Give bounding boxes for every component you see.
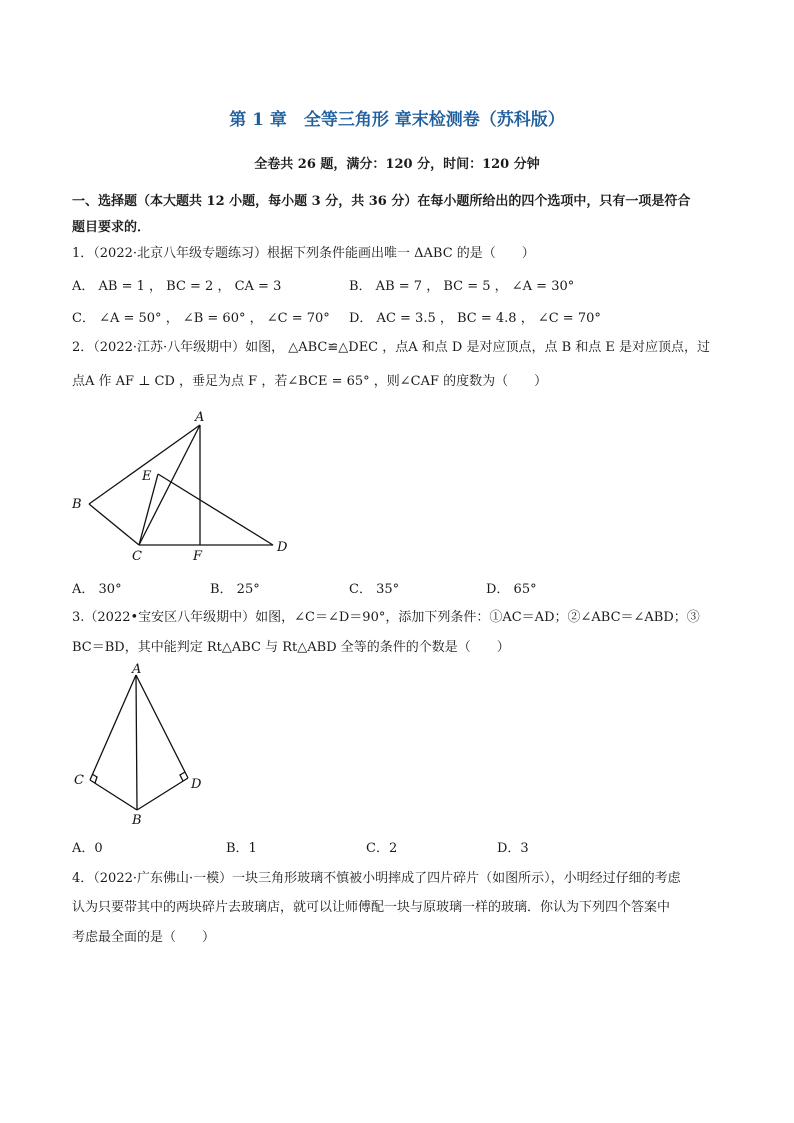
q3-label-a: A [132,662,142,677]
q2-segment-ca [139,425,200,545]
q2-segment-bc [89,504,139,545]
q1-option-c: C． ∠A = 50° ， ∠B = 60° ， ∠C = 70° [72,311,330,326]
q3-segment-cb [90,780,137,810]
q2-segment-ed [158,474,273,545]
section-heading-line2: 题目要求的． [72,220,151,235]
section-heading-line1: 一、选择题（本大题共 12 小题，每小题 3 分，共 36 分）在每小题所给出的四个选项中，只有一项是符合 [72,194,691,209]
q3-label-b: B [132,813,142,828]
q2-label-e: E [142,469,152,484]
exam-info: 全卷共 26 题，满分：120 分，时间：120 分钟 [254,157,540,172]
q4-stem-line2: 认为只要带其中的两块碎片去玻璃店，就可以让师傅配一块与原玻璃一样的玻璃．你认为下列四个答案中 [72,900,671,915]
q3-label-c: C [74,773,84,788]
q2-label-d: D [277,540,288,555]
q3-figure [60,660,220,830]
q2-label-c: C [132,549,142,564]
q2-option-d: D． 65° [486,582,537,597]
q2-option-b: B． 25° [210,582,260,597]
q3-option-d: D．3 [497,841,529,856]
q1-stem: 1．（2022·北京八年级专题练习）根据下列条件能画出唯一 ΔABC 的是（ ） [72,246,535,261]
q3-option-c: C．2 [366,841,398,856]
q2-label-a: A [195,410,205,425]
q2-stem-line1: 2．（2022·江苏·八年级期中）如图， △ABC≌△DEC ，点A 和点 D 是对应顶点，点 B 和点 E 是对应顶点，过 [72,340,711,355]
q2-option-a: A． 30° [72,582,122,597]
q1-option-d: D． AC = 3.5 ， BC = 4.8 ， ∠C = 70° [349,311,601,326]
q3-option-b: B．1 [226,841,257,856]
q2-segment-ce [139,474,158,545]
q3-stem-line2: BC＝BD，其中能判定 Rt△ABC 与 Rt△ABD 全等的条件的个数是（ ） [72,640,510,655]
q1-option-a: A． AB = 1 ， BC = 2 ， CA = 3 [72,279,282,294]
q1-option-b: B． AB = 7 ， BC = 5 ， ∠A = 30° [349,279,575,294]
q2-label-b: B [72,497,82,512]
q3-segment-ab [136,675,137,810]
q4-stem-line3: 考虑最全面的是（ ） [72,930,216,945]
q4-stem-line1: 4．（2022·广东佛山·一模）一块三角形玻璃不慎被小明摔成了四片碎片（如图所示），小明经过仔细的考虑 [72,871,681,886]
q3-option-a: A．0 [72,841,103,856]
q2-option-c: C． 35° [349,582,400,597]
q2-label-f: F [193,549,203,564]
q2-figure [60,400,310,570]
q2-stem-line2: 点A 作 AF ⊥ CD ，垂足为点 F ，若∠BCE = 65° ，则∠CAF 的度数为（ ） [72,374,548,389]
page-title: 第 1 章 全等三角形 章末检测卷（苏科版） [229,110,565,130]
q3-segment-ad [136,675,188,778]
q3-segment-ac [90,675,136,780]
q3-segment-db [137,778,188,810]
q3-label-d: D [191,777,202,792]
q2-segment-ba [89,425,200,504]
q3-stem-line1: 3.（2022•宝安区八年级期中）如图，∠C＝∠D＝90°，添加下列条件：①AC＝AD；②∠ABC＝∠ABD；③ [72,610,700,625]
